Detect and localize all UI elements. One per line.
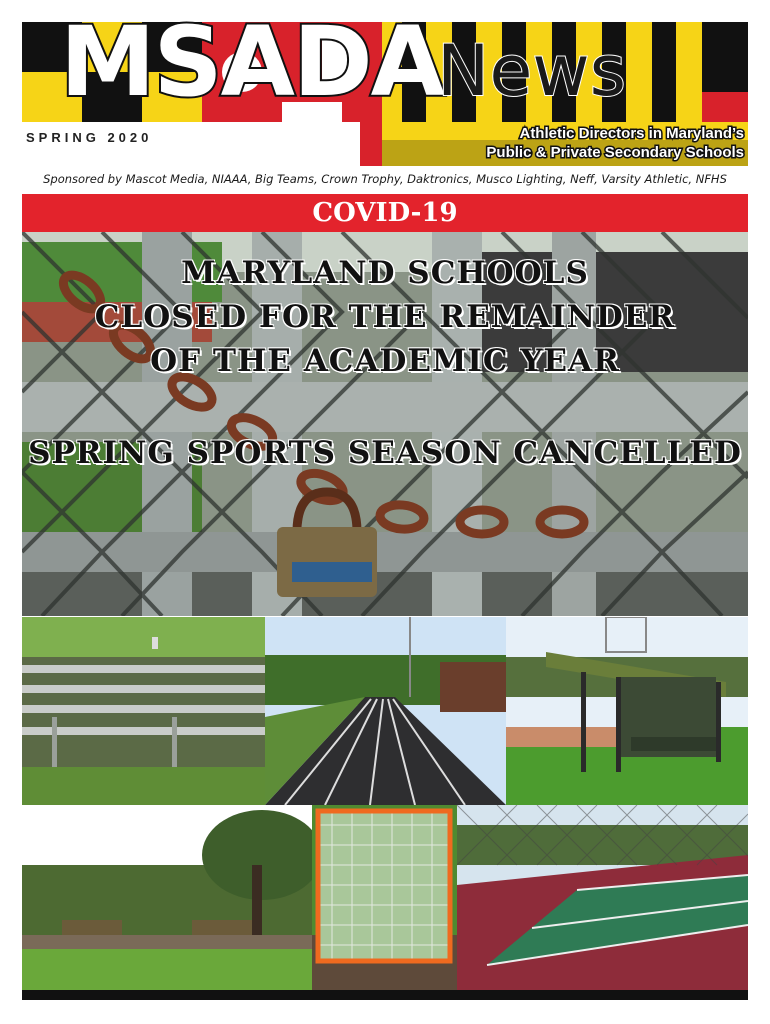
lacrosse-goal-illustration xyxy=(312,805,457,993)
issue-date: SPRING 2020 xyxy=(26,130,153,145)
running-track-illustration xyxy=(265,617,506,805)
title-news: News xyxy=(436,30,627,112)
bleachers-photo xyxy=(22,617,265,805)
covid-banner xyxy=(22,194,748,232)
dugout-illustration xyxy=(506,617,748,805)
baseball-field-photo xyxy=(22,805,312,993)
masthead xyxy=(0,0,770,172)
tagline-line-2: Public & Private Secondary Schools xyxy=(486,144,744,161)
masthead-title xyxy=(60,6,627,118)
covid-banner-label: COVID-19 xyxy=(312,198,458,228)
locked-gate-photo xyxy=(22,232,748,616)
title-msada: MSADA xyxy=(60,6,443,118)
lacrosse-goal-photo xyxy=(312,805,457,993)
sponsors-line: Sponsored by Mascot Media, NIAAA, Big Teams, Crown Trophy, Daktronics, Musco Lighting, Neff, Varsity Athletic, NFHS xyxy=(43,172,727,186)
bleachers-illustration xyxy=(22,617,265,805)
tagline xyxy=(486,124,744,162)
tagline-line-1: Athletic Directors in Maryland’s xyxy=(519,125,744,142)
tennis-court-illustration xyxy=(457,805,748,993)
hero-line-4: SPRING SPORTS SEASON CANCELLED xyxy=(28,435,742,471)
dugout-photo xyxy=(506,617,748,805)
footer-bar xyxy=(22,990,748,1000)
hero-line-3: OF THE ACADEMIC YEAR xyxy=(150,343,620,379)
hero-line-1: MARYLAND SCHOOLS xyxy=(181,255,589,291)
running-track-photo xyxy=(265,617,506,805)
baseball-field-illustration xyxy=(22,805,312,993)
hero-line-2: CLOSED FOR THE REMAINDER xyxy=(94,299,676,335)
tennis-court-photo xyxy=(457,805,748,993)
